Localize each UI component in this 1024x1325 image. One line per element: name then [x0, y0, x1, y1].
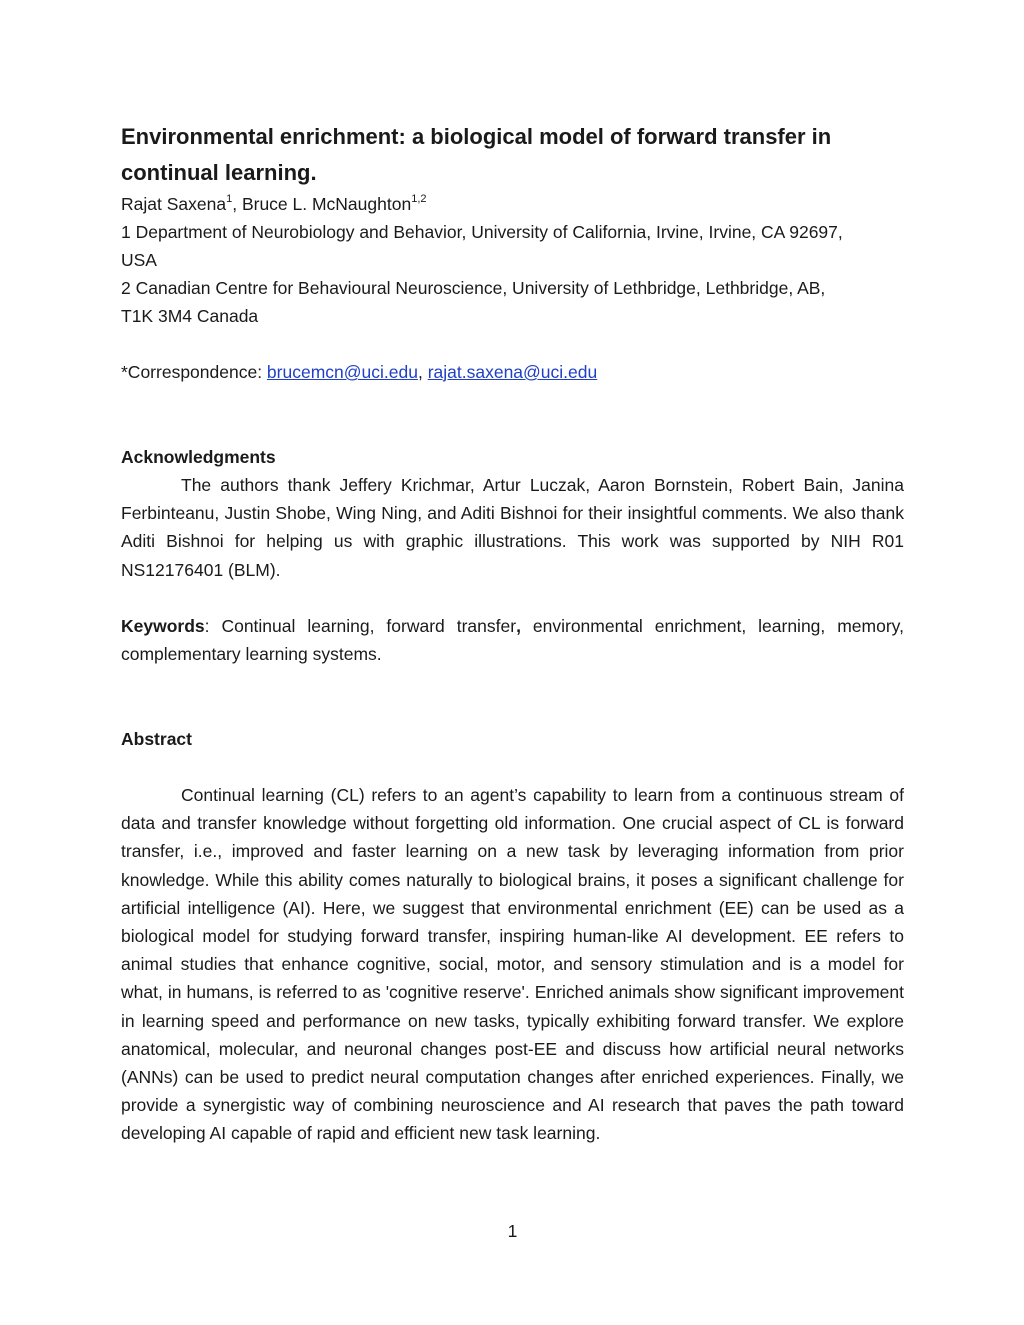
author-affiliation-marker: 1,2 — [411, 193, 427, 206]
paper-page — [121, 0, 904, 1325]
keywords-bold-comma: , — [516, 616, 521, 636]
author-name: Rajat Saxena — [121, 194, 227, 214]
paper-title: Environmental enrichment: a biological model of forward transfer in continual learning. — [121, 124, 832, 185]
email-link-mcnaughton[interactable]: brucemcn@uci.edu — [266, 362, 418, 382]
email-link-saxena[interactable]: rajat.saxena@uci.edu — [427, 362, 598, 382]
author-separator: , — [232, 194, 242, 214]
author-name: Bruce L. McNaughton — [241, 194, 412, 214]
affiliation-2-line-2: T1K 3M4 Canada — [121, 306, 259, 326]
abstract-heading: Abstract — [121, 729, 192, 749]
abstract-text: Continual learning (CL) refers to an agent’s capability to learn from a continuous stream of data and transfer knowledge without forgetting old information. One crucial aspect of CL is forward transfer, i.e., improved and faster learning on a new task by leveraging information from prior knowledge. While this ability comes naturally to biological brains, it poses a significant challenge for artificial intelligence (AI). Here, we suggest that environmental enrichment (EE) can be used as a biological model for studying forward transfer, inspiring human-like AI development. EE refers to animal studies that enhance cognitive, social, motor, and sensory stimulation and is a model for what, in humans, is referred to as 'cognitive reserve'. Enriched animals show significant improvement in learning speed and performance on new tasks, typically exhibiting forward transfer. We explore anatomical, molecular, and neuronal changes post-EE and discuss how artificial neural networks (ANNs) can be used to predict neural computation changes after enriched experiences. Finally, we provide a synergistic way of combining neuroscience and AI research that paves the path toward developing AI capable of rapid and efficient new task learning. — [121, 785, 904, 1144]
keywords — [121, 612, 904, 668]
affiliation-1-line-1: 1 Department of Neurobiology and Behavior, University of California, Irvine, Irvine, CA 92697, — [121, 222, 843, 242]
author-list — [121, 190, 427, 218]
affiliation-1-line-2: USA — [121, 250, 157, 270]
correspondence-label: *Correspondence: — [121, 362, 267, 382]
author-affiliation-marker: 1 — [226, 193, 233, 206]
email-separator: , — [417, 362, 428, 382]
keywords-part-1: Continual learning, forward transfer — [221, 616, 517, 636]
page-number: 1 — [507, 1221, 518, 1241]
acknowledgments-text: The authors thank Jeffery Krichmar, Artur Luczak, Aaron Bornstein, Robert Bain, Janina Ferbinteanu, Justin Shobe, Wing Ning, and Aditi Bishnoi for their insightful comments. We also thank Aditi Bishnoi for helping us with graphic illustrations. This work was supported by NIH R01 NS12176401 (BLM). — [121, 475, 904, 580]
acknowledgments-heading: Acknowledgments — [121, 447, 276, 467]
correspondence — [121, 358, 597, 386]
keywords-colon: : — [204, 616, 222, 636]
affiliation-2-line-1: 2 Canadian Centre for Behavioural Neuroscience, University of Lethbridge, Lethbridge, AB, — [121, 278, 826, 298]
keywords-part-2: environmental enrichment, learning, memory, complementary learning systems. — [121, 616, 904, 665]
keywords-label: Keywords — [121, 616, 205, 636]
